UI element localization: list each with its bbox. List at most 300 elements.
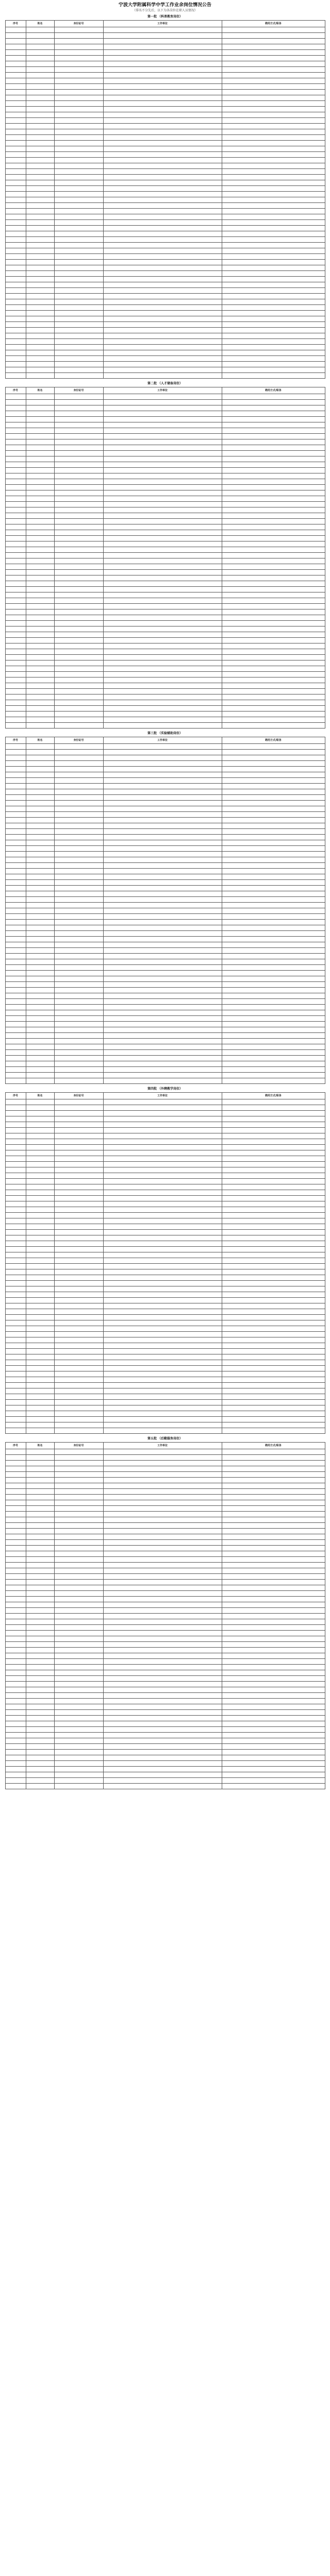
table-cell <box>54 1750 103 1755</box>
table-cell <box>222 186 325 192</box>
table-cell <box>103 897 222 903</box>
table-row <box>5 1099 325 1105</box>
table-cell <box>103 328 222 333</box>
table-cell <box>222 1073 325 1078</box>
table-cell <box>54 1761 103 1767</box>
table-row <box>5 621 325 626</box>
table-cell <box>5 755 26 761</box>
table-cell <box>26 1466 54 1472</box>
column-header: 工作单位 <box>103 737 222 744</box>
table-cell <box>54 95 103 101</box>
table-cell <box>26 553 54 558</box>
table-cell <box>103 1281 222 1286</box>
table-cell <box>5 1337 26 1343</box>
table-cell <box>5 1061 26 1067</box>
table-row <box>5 1218 325 1224</box>
table-cell <box>54 835 103 840</box>
table-cell <box>26 1506 54 1512</box>
table-cell <box>54 897 103 903</box>
table-cell <box>5 1099 26 1105</box>
table-cell <box>222 1326 325 1332</box>
table-row <box>5 124 325 129</box>
table-cell <box>26 1523 54 1529</box>
table-cell <box>103 1625 222 1631</box>
table-cell <box>103 44 222 50</box>
table-cell <box>26 683 54 689</box>
table-cell <box>26 513 54 519</box>
table-row <box>5 1275 325 1281</box>
table-cell <box>222 1235 325 1241</box>
table-row <box>5 78 325 84</box>
table-cell <box>222 536 325 541</box>
table-row <box>5 1067 325 1073</box>
table-cell <box>222 84 325 90</box>
table-cell <box>54 163 103 169</box>
table-cell <box>222 1343 325 1349</box>
table-cell <box>103 558 222 564</box>
table-cell <box>54 672 103 677</box>
table-cell <box>5 1489 26 1495</box>
table-row <box>5 339 325 345</box>
table-cell <box>222 152 325 158</box>
table-cell <box>5 1619 26 1625</box>
table-cell <box>5 1778 26 1784</box>
table-row <box>5 1343 325 1349</box>
table-cell <box>26 356 54 362</box>
table-cell <box>54 1744 103 1750</box>
table-cell <box>54 1196 103 1201</box>
table-cell <box>54 660 103 666</box>
table-cell <box>103 1670 222 1676</box>
table-row <box>5 141 325 146</box>
table-cell <box>54 367 103 373</box>
table-cell <box>26 1309 54 1315</box>
table-cell <box>54 976 103 982</box>
table-cell <box>103 1067 222 1073</box>
table-cell <box>222 1428 325 1434</box>
table-cell <box>54 186 103 192</box>
table-cell <box>26 1337 54 1343</box>
table-cell <box>5 1455 26 1461</box>
table-cell <box>5 112 26 118</box>
column-header: 身份证号 <box>54 1443 103 1449</box>
table-cell <box>26 772 54 778</box>
table-cell <box>54 422 103 428</box>
table-row <box>5 1744 325 1750</box>
table-cell <box>5 626 26 632</box>
table-cell <box>26 1167 54 1173</box>
table-cell <box>5 1105 26 1111</box>
table-cell <box>103 260 222 265</box>
table-cell <box>26 1461 54 1466</box>
table-cell <box>222 660 325 666</box>
table-cell <box>26 1687 54 1693</box>
table-cell <box>222 345 325 350</box>
table-cell <box>222 1039 325 1044</box>
table-cell <box>54 717 103 723</box>
table-cell <box>26 1252 54 1258</box>
table-cell <box>5 632 26 638</box>
table-cell <box>222 428 325 434</box>
table-cell <box>26 1298 54 1303</box>
table-cell <box>26 1315 54 1320</box>
table-cell <box>54 1354 103 1360</box>
table-cell <box>26 1230 54 1235</box>
table-row <box>5 277 325 282</box>
table-cell <box>5 299 26 305</box>
table-cell <box>5 1710 26 1716</box>
table-cell <box>26 1099 54 1105</box>
table-cell <box>5 1738 26 1744</box>
table-cell <box>5 948 26 954</box>
table-cell <box>103 852 222 857</box>
table-cell <box>5 1320 26 1326</box>
table-cell <box>222 609 325 615</box>
table-cell <box>54 1687 103 1693</box>
table-cell <box>222 920 325 925</box>
table-cell <box>222 818 325 823</box>
table-row <box>5 1078 325 1084</box>
table-cell <box>54 1755 103 1761</box>
table-cell <box>222 311 325 316</box>
table-row <box>5 886 325 891</box>
table-cell <box>26 592 54 598</box>
table-cell <box>103 1750 222 1755</box>
table-cell <box>26 197 54 203</box>
table-cell <box>222 485 325 490</box>
table-cell <box>5 920 26 925</box>
table-cell <box>222 1523 325 1529</box>
table-cell <box>222 553 325 558</box>
table-cell <box>103 1619 222 1625</box>
table-cell <box>54 101 103 107</box>
table-row <box>5 1400 325 1405</box>
table-cell <box>103 1568 222 1574</box>
table-cell <box>26 1529 54 1534</box>
table-cell <box>54 405 103 411</box>
table-cell <box>222 39 325 44</box>
table-cell <box>26 294 54 299</box>
table-cell <box>26 1568 54 1574</box>
table-cell <box>54 570 103 575</box>
table-cell <box>103 78 222 84</box>
table-cell <box>54 220 103 226</box>
table-cell <box>54 655 103 660</box>
table-row <box>5 1489 325 1495</box>
table-cell <box>54 1303 103 1309</box>
table-cell <box>103 711 222 717</box>
table-row <box>5 118 325 124</box>
table-cell <box>222 925 325 931</box>
table-row <box>5 485 325 490</box>
table-cell <box>103 513 222 519</box>
table-row <box>5 67 325 73</box>
table-cell <box>54 1116 103 1122</box>
table-cell <box>26 1563 54 1568</box>
table-cell <box>103 1512 222 1517</box>
table-cell <box>222 243 325 248</box>
table-cell <box>5 1033 26 1039</box>
table-cell <box>222 852 325 857</box>
table-cell <box>5 886 26 891</box>
table-cell <box>103 598 222 604</box>
table-cell <box>26 1190 54 1196</box>
table-cell <box>54 971 103 976</box>
table-cell <box>5 604 26 609</box>
table-cell <box>103 1383 222 1388</box>
table-cell <box>103 496 222 502</box>
table-cell <box>222 439 325 445</box>
table-cell <box>103 1343 222 1349</box>
table-cell <box>103 1483 222 1489</box>
table-cell <box>103 886 222 891</box>
table-cell <box>26 1022 54 1027</box>
table-cell <box>5 203 26 209</box>
table-cell <box>26 988 54 993</box>
table-cell <box>222 1574 325 1580</box>
table-cell <box>5 1417 26 1422</box>
table-cell <box>5 1466 26 1472</box>
table-cell <box>103 231 222 237</box>
table-cell <box>222 209 325 214</box>
table-cell <box>26 874 54 880</box>
table-cell <box>222 908 325 914</box>
table-cell <box>54 260 103 265</box>
table-cell <box>26 632 54 638</box>
table-cell <box>222 1033 325 1039</box>
table-cell <box>5 305 26 311</box>
table-cell <box>5 1218 26 1224</box>
table-cell <box>54 1422 103 1428</box>
table-cell <box>103 982 222 988</box>
table-row <box>5 857 325 863</box>
table-cell <box>103 823 222 829</box>
table-cell <box>103 1190 222 1196</box>
table-cell <box>26 299 54 305</box>
table-cell <box>54 852 103 857</box>
table-cell <box>103 1354 222 1360</box>
table-cell <box>222 1213 325 1218</box>
table-cell <box>222 1201 325 1207</box>
table-cell <box>54 829 103 835</box>
table-cell <box>103 1269 222 1275</box>
table-cell <box>26 801 54 806</box>
table-cell <box>222 1670 325 1676</box>
table-cell <box>54 124 103 129</box>
table-row <box>5 203 325 209</box>
table-row <box>5 536 325 541</box>
table-row <box>5 1201 325 1207</box>
table-cell <box>26 67 54 73</box>
table-cell <box>54 965 103 971</box>
table-cell <box>103 1303 222 1309</box>
table-cell <box>5 186 26 192</box>
table-cell <box>103 1005 222 1010</box>
table-cell <box>5 1326 26 1332</box>
table-row <box>5 428 325 434</box>
table-cell <box>5 711 26 717</box>
table-cell <box>26 1258 54 1264</box>
table-cell <box>5 971 26 976</box>
table-row <box>5 1472 325 1478</box>
table-cell <box>5 1400 26 1405</box>
table-cell <box>26 422 54 428</box>
table-cell <box>103 462 222 468</box>
table-cell <box>222 1027 325 1033</box>
table-cell <box>103 806 222 812</box>
table-cell <box>54 141 103 146</box>
table-row <box>5 660 325 666</box>
table-cell <box>26 1428 54 1434</box>
table-cell <box>103 767 222 772</box>
table-cell <box>222 937 325 942</box>
table-cell <box>222 750 325 755</box>
table-cell <box>103 1230 222 1235</box>
table-cell <box>26 903 54 908</box>
table-cell <box>54 1213 103 1218</box>
table-cell <box>5 723 26 728</box>
table-cell <box>5 1150 26 1156</box>
table-cell <box>103 1332 222 1337</box>
table-row <box>5 1145 325 1150</box>
table-cell <box>54 175 103 180</box>
table-cell <box>26 835 54 840</box>
table-cell <box>222 1394 325 1400</box>
table-cell <box>54 1218 103 1224</box>
table-cell <box>54 1139 103 1145</box>
table-cell <box>26 920 54 925</box>
table-row <box>5 937 325 942</box>
table-cell <box>103 84 222 90</box>
table-cell <box>5 1405 26 1411</box>
table-row <box>5 1721 325 1727</box>
table-cell <box>54 248 103 254</box>
table-cell <box>222 1264 325 1269</box>
table-cell <box>222 1179 325 1184</box>
table-cell <box>54 1608 103 1614</box>
table-cell <box>5 462 26 468</box>
table-cell <box>26 1716 54 1721</box>
table-cell <box>5 345 26 350</box>
table-cell <box>5 169 26 175</box>
table-cell <box>54 1078 103 1084</box>
table-cell <box>26 1750 54 1755</box>
table-cell <box>54 1597 103 1602</box>
section-4 <box>0 1086 330 1434</box>
table-cell <box>222 305 325 311</box>
table-cell <box>222 1733 325 1738</box>
table-cell <box>103 152 222 158</box>
table-row <box>5 209 325 214</box>
table-row <box>5 772 325 778</box>
table-cell <box>103 339 222 345</box>
table-row <box>5 439 325 445</box>
table-cell <box>222 530 325 536</box>
table-cell <box>222 547 325 553</box>
table-cell <box>54 1337 103 1343</box>
table-cell <box>5 993 26 999</box>
table-cell <box>222 886 325 891</box>
table-cell <box>222 33 325 39</box>
table-cell <box>222 993 325 999</box>
table-cell <box>54 27 103 33</box>
table-cell <box>222 1320 325 1326</box>
table-row <box>5 1309 325 1315</box>
table-cell <box>103 311 222 316</box>
table-cell <box>5 1676 26 1682</box>
table-cell <box>54 322 103 328</box>
table-cell <box>222 1631 325 1636</box>
table-cell <box>54 299 103 305</box>
table-cell <box>54 689 103 694</box>
table-row <box>5 598 325 604</box>
table-cell <box>222 1557 325 1563</box>
table-cell <box>5 243 26 248</box>
table-cell <box>26 1472 54 1478</box>
table-row <box>5 1466 325 1472</box>
table-cell <box>54 50 103 56</box>
table-cell <box>26 942 54 948</box>
table-cell <box>26 784 54 789</box>
table-cell <box>5 135 26 141</box>
table-row <box>5 1676 325 1682</box>
table-cell <box>222 112 325 118</box>
table-cell <box>5 581 26 587</box>
table-row <box>5 959 325 965</box>
table-cell <box>5 1648 26 1653</box>
table-cell <box>5 524 26 530</box>
table-row <box>5 271 325 277</box>
table-cell <box>5 400 26 405</box>
table-cell <box>26 1056 54 1061</box>
table-cell <box>222 1727 325 1733</box>
table-cell <box>54 439 103 445</box>
table-row <box>5 711 325 717</box>
table-cell <box>54 767 103 772</box>
table-cell <box>5 485 26 490</box>
table-cell <box>54 1371 103 1377</box>
table-cell <box>54 626 103 632</box>
table-cell <box>26 1044 54 1050</box>
table-cell <box>54 638 103 643</box>
table-cell <box>222 237 325 243</box>
table-cell <box>103 1755 222 1761</box>
table-cell <box>26 1033 54 1039</box>
table-cell <box>26 1405 54 1411</box>
table-cell <box>26 1772 54 1778</box>
table-cell <box>5 73 26 78</box>
table-cell <box>26 231 54 237</box>
table-row <box>5 723 325 728</box>
table-cell <box>222 1230 325 1235</box>
table-cell <box>5 1704 26 1710</box>
table-cell <box>26 1173 54 1179</box>
table-row <box>5 192 325 197</box>
table-row <box>5 1241 325 1247</box>
table-cell <box>5 706 26 711</box>
table-cell <box>26 700 54 706</box>
table-cell <box>54 982 103 988</box>
table-row <box>5 1224 325 1230</box>
table-cell <box>103 135 222 141</box>
table-cell <box>54 706 103 711</box>
table-row <box>5 1394 325 1400</box>
table-row <box>5 50 325 56</box>
table-cell <box>54 1145 103 1150</box>
table-cell <box>222 965 325 971</box>
table-cell <box>5 1750 26 1755</box>
table-cell <box>26 428 54 434</box>
